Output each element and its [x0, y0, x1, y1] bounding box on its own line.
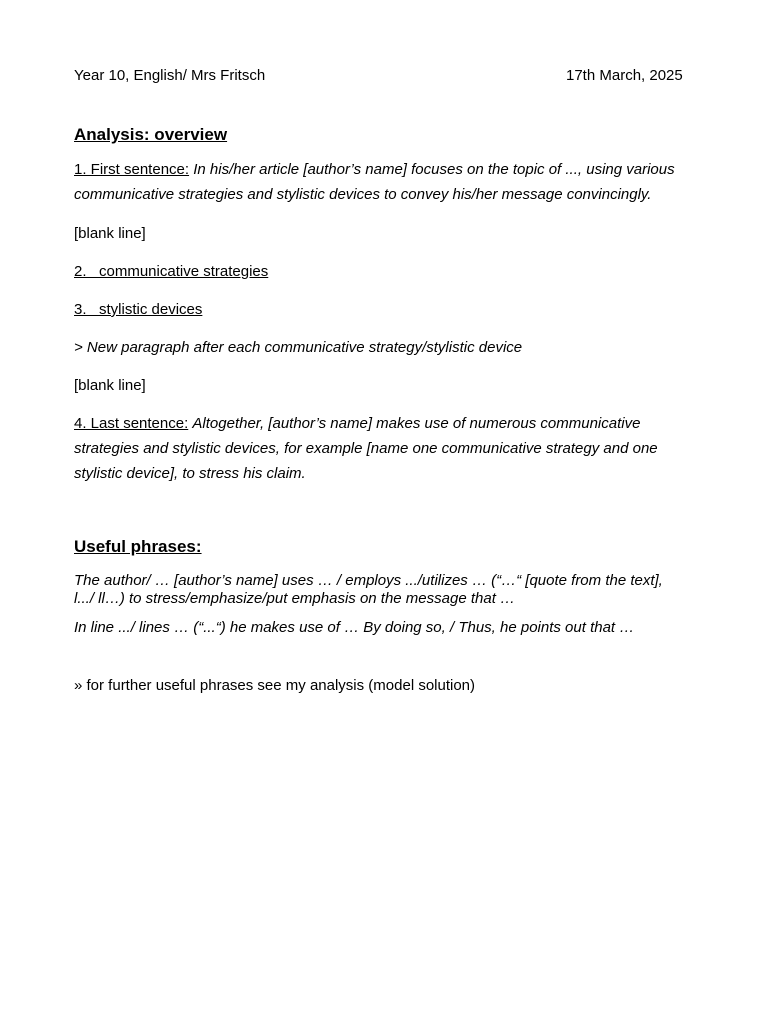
first-sentence-paragraph — [74, 157, 704, 207]
communicative-strategies-item: 2. communicative strategies — [74, 263, 269, 280]
first-sentence-label: 1. First sentence: — [74, 161, 190, 178]
last-sentence-text-line1: Altogether, [author’s name] makes use of numerous communicative — [192, 415, 641, 432]
first-sentence-text-line2: communicative strategies and stylistic devices to convey his/her message convincingly. — [74, 186, 652, 203]
blank-line-marker: [blank line] — [74, 225, 146, 242]
overview-title: Analysis: overview — [74, 125, 228, 144]
useful-phrase-1 — [74, 572, 704, 608]
useful-phrases-title: Useful phrases: — [74, 537, 202, 556]
useful-phrase-2: In line .../ lines … (“...“) he makes use of … By doing so, / Thus, he points out that … — [74, 619, 635, 636]
last-sentence-paragraph — [74, 411, 704, 486]
useful-phrase-1-line2: l.../ ll…) to stress/emphasize/put emphasis on the message that … — [74, 590, 516, 607]
last-sentence-text-line2: strategies and stylistic devices, for example [name one communicative strategy and one — [74, 440, 658, 457]
blank-line-marker: [blank line] — [74, 377, 146, 394]
further-phrases-note: » for further useful phrases see my analysis (model solution) — [74, 677, 476, 694]
new-paragraph-note: > New paragraph after each communicative strategy/stylistic device — [74, 339, 523, 356]
stylistic-devices-item: 3. stylistic devices — [74, 301, 203, 318]
class-teacher-line: Year 10, English/ Mrs Fritsch — [74, 67, 266, 84]
document-date: 17th March, 2025 — [566, 67, 683, 84]
last-sentence-text-line3: stylistic device], to stress his claim. — [74, 465, 306, 482]
useful-phrase-1-line1: The author/ … [author’s name] uses … / employs .../utilizes … (“…“ [quote from the text], — [74, 572, 663, 589]
last-sentence-label: 4. Last sentence: — [74, 415, 189, 432]
first-sentence-text-line1: In his/her article [author’s name] focuses on the topic of ..., using various — [193, 161, 675, 178]
